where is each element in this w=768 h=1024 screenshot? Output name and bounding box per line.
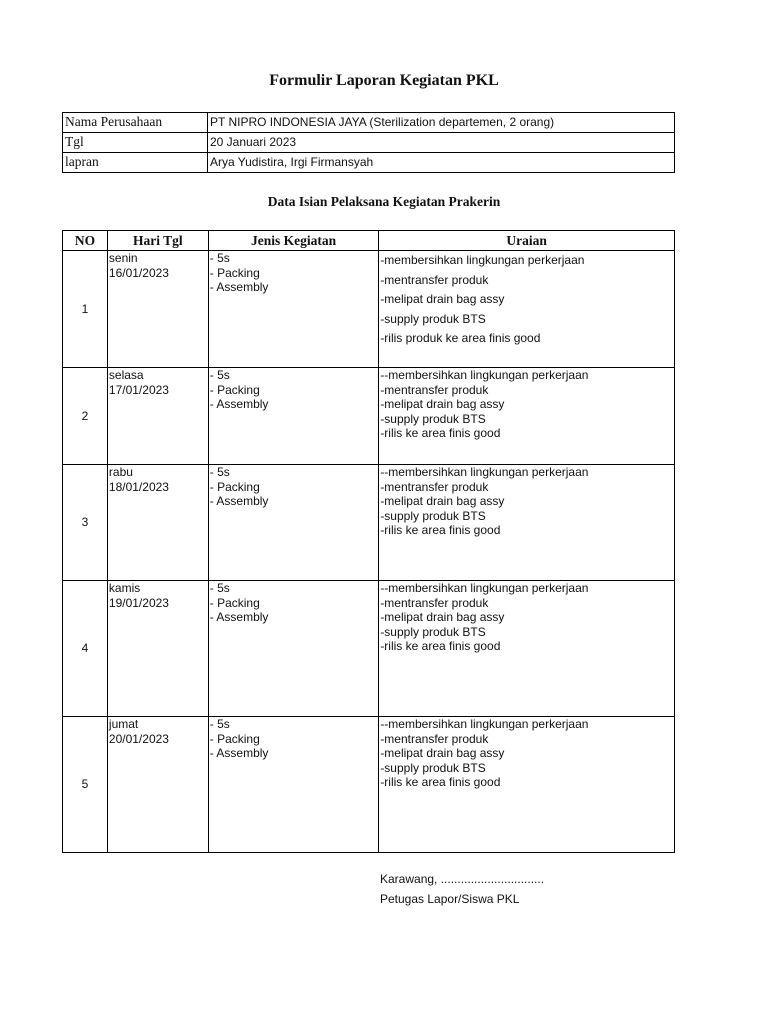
info-row <box>63 153 675 173</box>
detail-item: -supply produk BTS <box>380 760 486 775</box>
row-day: jumat <box>108 717 139 731</box>
row-date-cell <box>107 717 208 853</box>
detail-item: -supply produk BTS <box>380 624 486 639</box>
header-details: Uraian <box>379 231 675 251</box>
detail-item: -mentransfer produk <box>380 731 489 746</box>
table-row <box>63 251 675 368</box>
footer-place-date: Karawang, ............................... <box>380 872 545 886</box>
row-day: rabu <box>108 465 133 479</box>
activity-item: - 5s <box>209 717 230 731</box>
form-title: Formulir Laporan Kegiatan PKL <box>269 72 499 89</box>
detail-item: -rilis ke area finis good <box>380 639 501 653</box>
row-day: kamis <box>108 581 141 595</box>
table-row <box>63 465 675 581</box>
table-row <box>63 368 675 465</box>
detail-item: -melipat drain bag assy <box>380 610 505 624</box>
info-value: Arya Yudistira, Irgi Firmansyah <box>208 153 675 173</box>
detail-item: -supply produk BTS <box>380 508 486 523</box>
detail-item: -melipat drain bag assy <box>380 494 505 508</box>
info-label: Tgl <box>63 133 208 153</box>
info-value: 20 Januari 2023 <box>208 133 675 153</box>
row-date: 17/01/2023 <box>108 382 169 397</box>
row-date: 18/01/2023 <box>108 479 169 494</box>
detail-item: -rilis ke area finis good <box>380 523 501 537</box>
activity-item: - Assembly <box>209 280 269 294</box>
activity-item: - Assembly <box>209 746 269 760</box>
detail-item: -supply produk BTS <box>380 311 486 326</box>
section-subtitle: Data Isian Pelaksana Kegiatan Prakerin <box>267 194 501 209</box>
activity-item: - 5s <box>209 465 230 479</box>
detail-item: -mentransfer produk <box>380 595 489 610</box>
detail-item: --membersihkan lingkungan perkerjaan <box>380 717 589 731</box>
row-date-cell <box>107 251 208 368</box>
row-date: 16/01/2023 <box>108 265 169 280</box>
detail-item: -supply produk BTS <box>380 411 486 426</box>
row-activities <box>208 581 379 717</box>
info-label: Nama Perusahaan <box>63 113 208 133</box>
row-date: 20/01/2023 <box>108 731 169 746</box>
row-number: 1 <box>63 251 108 368</box>
table-row <box>63 717 675 853</box>
row-day: senin <box>108 251 138 265</box>
row-number: 5 <box>63 717 108 853</box>
detail-item: -mentransfer produk <box>380 382 489 397</box>
detail-item: --membersihkan lingkungan perkerjaan <box>380 465 589 479</box>
detail-item: -rilis produk ke area finis good <box>380 331 541 345</box>
row-activities <box>208 368 379 465</box>
row-details <box>379 717 675 853</box>
table-row <box>63 581 675 717</box>
activity-item: - Packing <box>209 479 260 494</box>
detail-item: -membersihkan lingkungan perkerjaan <box>380 253 585 267</box>
detail-item: -melipat drain bag assy <box>380 397 505 411</box>
footer-signer: Petugas Lapor/Siswa PKL <box>380 892 520 906</box>
row-details <box>379 251 675 368</box>
header-date: Hari Tgl <box>107 231 208 251</box>
row-date-cell <box>107 368 208 465</box>
detail-item: -mentransfer produk <box>380 479 489 494</box>
info-row <box>63 113 675 133</box>
activity-item: - Packing <box>209 382 260 397</box>
detail-item: -melipat drain bag assy <box>380 746 505 760</box>
row-details <box>379 581 675 717</box>
detail-item: -rilis ke area finis good <box>380 775 501 789</box>
info-label: lapran <box>63 153 208 173</box>
activity-item: - Assembly <box>209 494 269 508</box>
row-activities <box>208 717 379 853</box>
row-activities <box>208 465 379 581</box>
activity-item: - Packing <box>209 731 260 746</box>
row-activities <box>208 251 379 368</box>
activity-item: - Assembly <box>209 610 269 624</box>
row-details <box>379 368 675 465</box>
row-details <box>379 465 675 581</box>
detail-item: --membersihkan lingkungan perkerjaan <box>380 368 589 382</box>
row-day: selasa <box>108 368 144 382</box>
detail-item: -melipat drain bag assy <box>380 292 505 306</box>
activity-item: - 5s <box>209 581 230 595</box>
activity-item: - Assembly <box>209 397 269 411</box>
header-activity: Jenis Kegiatan <box>208 231 379 251</box>
info-value: PT NIPRO INDONESIA JAYA (Sterilization departemen, 2 orang) <box>208 113 675 133</box>
activity-item: - 5s <box>209 251 230 265</box>
company-info-table <box>62 112 675 173</box>
activity-item: - Packing <box>209 595 260 610</box>
detail-item: -mentransfer produk <box>380 272 489 287</box>
detail-item: --membersihkan lingkungan perkerjaan <box>380 581 589 595</box>
detail-item: -rilis ke area finis good <box>380 426 501 440</box>
row-number: 4 <box>63 581 108 717</box>
row-date-cell <box>107 581 208 717</box>
row-number: 2 <box>63 368 108 465</box>
activity-item: - 5s <box>209 368 230 382</box>
activity-table <box>62 230 675 853</box>
row-date-cell <box>107 465 208 581</box>
table-header-row <box>63 231 675 251</box>
row-date: 19/01/2023 <box>108 595 169 610</box>
row-number: 3 <box>63 465 108 581</box>
info-row <box>63 133 675 153</box>
activity-item: - Packing <box>209 265 260 280</box>
header-no: NO <box>63 231 108 251</box>
